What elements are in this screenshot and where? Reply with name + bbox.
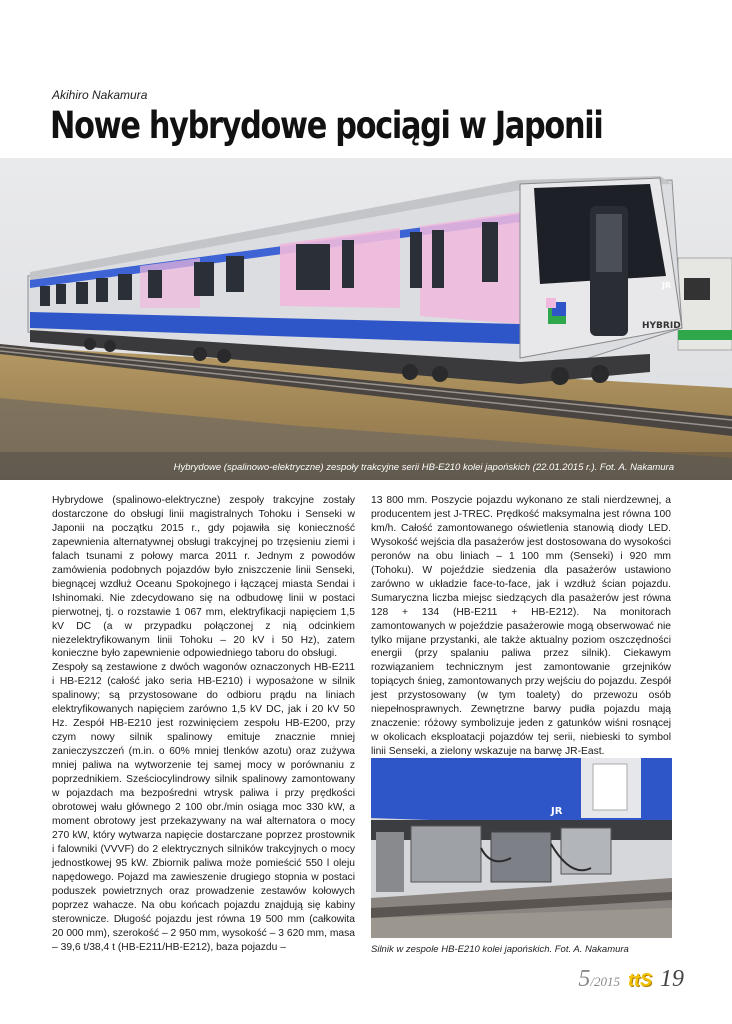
train-hybrid-logo: HYBRID <box>642 321 681 331</box>
train-jr-logo: JR <box>662 281 672 290</box>
inset-photo <box>371 758 672 938</box>
article-title: Nowe hybrydowe pociągi w Japonii <box>50 104 603 147</box>
article-column-right <box>371 494 671 759</box>
paragraph: Zespoły są zestawione z dwóch wagonów oznaczonych HB-E211 i HB-E212 (całość jako seria HB-E210) i wyposażone w silnik spalinowy; są przystosowane do odbioru prądu na liniach elektryfikowanych napięciem zarówno 1,5 kV DC, jak i 20 kV 50 Hz. Zespół HB-E210 jest rozwinięciem zespołu HB-E200, przy czym nowy silnik spalinowy emituje znacznie mniej zanieczyszczeń (m.in. o 60% mniej tlenków azotu) oraz zużywa mniej paliwa na wytworzenie tej samej mocy w porównaniu z poprzednikiem. Sześciocylindrowy silnik spalinowy zamontowany w pojazdach ma bezpośredni wtrysk paliwa i przy prędkości obrotowej wału głównego 2 100 obr./min osiąga moc 330 kW, a moment obrotowy jest przekazywany na wał alternatora o mocy 270 kW, który wytwarza napięcie dostarczane poprzez prostownik i falowniki (VVVF) do 2 elektrycznych silników trakcyjnych o mocy jednostkowej 95 kW. Zbiornik paliwa może pomieścić 550 l oleju napędowego. Pojazd ma zawieszenie drugiego stopnia w postaci poduszek powietrznych oraz prowadzenie zestawów kołowych poprzez wahacze. Na obu końcach pojazdu znajdują się kabiny sterownicze. Długość pojazdu jest równa 19 500 mm (całkowita 20 000 mm), szerokość – 2 950 mm, wysokość – 3 620 mm, masa – 39,6 t/38,4 t (HB-E211/HB-E212), baza pojazdu – <box>52 662 355 953</box>
hero-caption: Hybrydowe (spalinowo-elektryczne) zespoły trakcyjne serii HB-E210 kolei japońskich (22.01.2015 r.). Fot. A. Nakamura <box>173 462 674 473</box>
page-number: 19 <box>660 966 684 992</box>
magazine-logo: ttS <box>628 970 652 990</box>
issue-number: 5 <box>578 966 591 992</box>
hero-photo <box>0 158 732 480</box>
author: Akihiro Nakamura <box>52 88 148 102</box>
page-footer <box>578 966 684 993</box>
train-photo-illustration <box>0 158 732 480</box>
inset-jr-logo: JR <box>551 806 563 817</box>
article-column-left <box>52 494 355 954</box>
issue-year: /2015 <box>590 974 620 989</box>
engine-photo-illustration <box>371 758 672 938</box>
paragraph: Hybrydowe (spalinowo-elektryczne) zespoły trakcyjne zostały dostarczone do obsługi linii magistralnych Tohoku i Senseki w Japonii na początku 2015 r., gdy pojawiła się konieczność zapewnienia alternatywnej obsługi trakcyjnej po trzęsieniu ziemi i falach tsunami z połowy marca 2011 r. Jednym z powodów zamówienia podobnych pojazdów było zniszczenie linii Senseki, biegnącej wzdłuż Oceanu Spokojnego i łączącej miasta Sendai i Ishinomaki. Nie zdecydowano się na odbudowę linii w postaci pierwotnej, tj. o rozstawie 1 067 mm, elektryfikacji napięciem 1,5 kV DC (a w przypadku połączonej z nią odcinkiem niezelektryfikowanym linii Tohoku – 20 kV i 50 Hz), zatem konieczne było zapewnienie odpowiedniego taboru do obsługi. <box>52 495 355 660</box>
paragraph: 13 800 mm. Poszycie pojazdu wykonano ze stali nierdzewnej, a producentem jest J-TREC. Prędkość maksymalna jest równa 100 km/h. Całość zamontowanego oświetlenia stanowią diody LED. Wysokość wejścia dla pasażerów jest dostosowana do wysokości peronów na obu liniach – 1 100 mm (Senseki) i 920 mm (Tohoku). W pojeździe siedzenia dla pasażerów ustawiono zarówno w układzie face-to-face, jak i wzdłuż ścian pojazdu. Sumaryczna liczba miejsc siedzących dla pasażerów jest równa 128 + 134 (HB-E211 + HB-E212). Na monitorach zamontowanych w pojeździe pasażerowie mogą obserwować nie tylko mijane przystanki, ale także aktualny poziom oszczędności energii (przy spalaniu paliwa przez silnik). Ciekawym rozwiązaniem technicznym jest zamontowanie grzejników topiących śnieg, zamontowanych przy wejściu do pojazdu. Zespół jest przystosowany (w tym toalety) do przewozu osób niepełnosprawnych. Zewnętrzne barwy pudła pojazdu mają znaczenie: różowy symbolizuje jeden z gatunków wiśni rosnącej w okolicach eksploatacji pojazdów tej serii, niebieski to symbol linii Senseki, a zielony wskazuje na barwę JR-East. <box>371 495 671 758</box>
inset-caption: Silnik w zespole HB-E210 kolei japońskich. Fot. A. Nakamura <box>371 944 629 955</box>
